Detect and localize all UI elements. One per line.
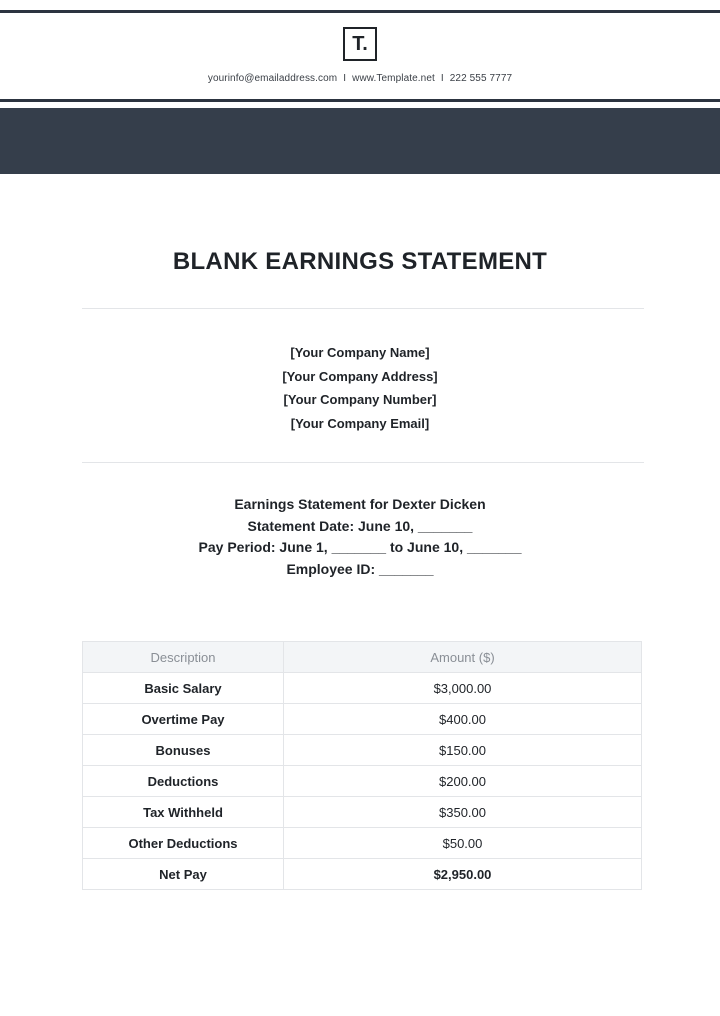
company-name: [Your Company Name] — [290, 345, 430, 360]
row-amount: $150.00 — [284, 735, 642, 766]
section-divider — [82, 308, 644, 309]
contact-email: yourinfo@emailaddress.com — [207, 73, 338, 84]
column-header-description: Description — [83, 642, 284, 673]
company-email: [Your Company Email] — [290, 415, 430, 431]
row-amount: $350.00 — [284, 797, 642, 828]
section-divider — [82, 462, 644, 463]
company-details — [0, 341, 720, 435]
table-row — [83, 735, 642, 766]
table-row — [83, 673, 642, 704]
logo-text: T. — [352, 33, 368, 55]
table-row — [83, 766, 642, 797]
statement-details — [0, 494, 720, 580]
row-amount: $50.00 — [284, 828, 642, 859]
row-amount: $3,000.00 — [284, 673, 642, 704]
column-header-amount: Amount ($) — [284, 642, 642, 673]
table-row — [83, 828, 642, 859]
pay-period: Pay Period: June 1, _______ to June 10, _______ — [198, 539, 522, 555]
row-description: Bonuses — [83, 735, 284, 766]
contact-separator: I — [343, 73, 347, 84]
header-contact-info — [0, 73, 720, 84]
earnings-table — [82, 641, 642, 890]
header-top-rule — [0, 10, 720, 13]
statement-for: Earnings Statement for Dexter Dicken — [234, 496, 486, 512]
row-description: Tax Withheld — [83, 797, 284, 828]
row-description: Basic Salary — [83, 673, 284, 704]
company-number: [Your Company Number] — [283, 392, 437, 407]
row-amount: $2,950.00 — [284, 859, 642, 890]
header-bottom-rule — [0, 99, 720, 102]
statement-date: Statement Date: June 10, _______ — [247, 517, 473, 534]
employee-id: Employee ID: _______ — [286, 560, 434, 577]
row-description: Deductions — [83, 766, 284, 797]
company-address: [Your Company Address] — [282, 368, 438, 384]
contact-phone: 222 555 7777 — [449, 73, 513, 84]
row-description: Net Pay — [83, 859, 284, 890]
table-row-total — [83, 859, 642, 890]
table-row — [83, 797, 642, 828]
row-description: Other Deductions — [83, 828, 284, 859]
table-row — [83, 704, 642, 735]
row-amount: $200.00 — [284, 766, 642, 797]
contact-website: www.Template.net — [352, 73, 435, 84]
header-band — [0, 108, 720, 174]
table-header-row — [83, 642, 642, 673]
document-title: BLANK EARNINGS STATEMENT — [172, 248, 548, 275]
template-logo — [343, 27, 377, 61]
row-description: Overtime Pay — [83, 704, 284, 735]
row-amount: $400.00 — [284, 704, 642, 735]
contact-separator: I — [440, 73, 444, 84]
